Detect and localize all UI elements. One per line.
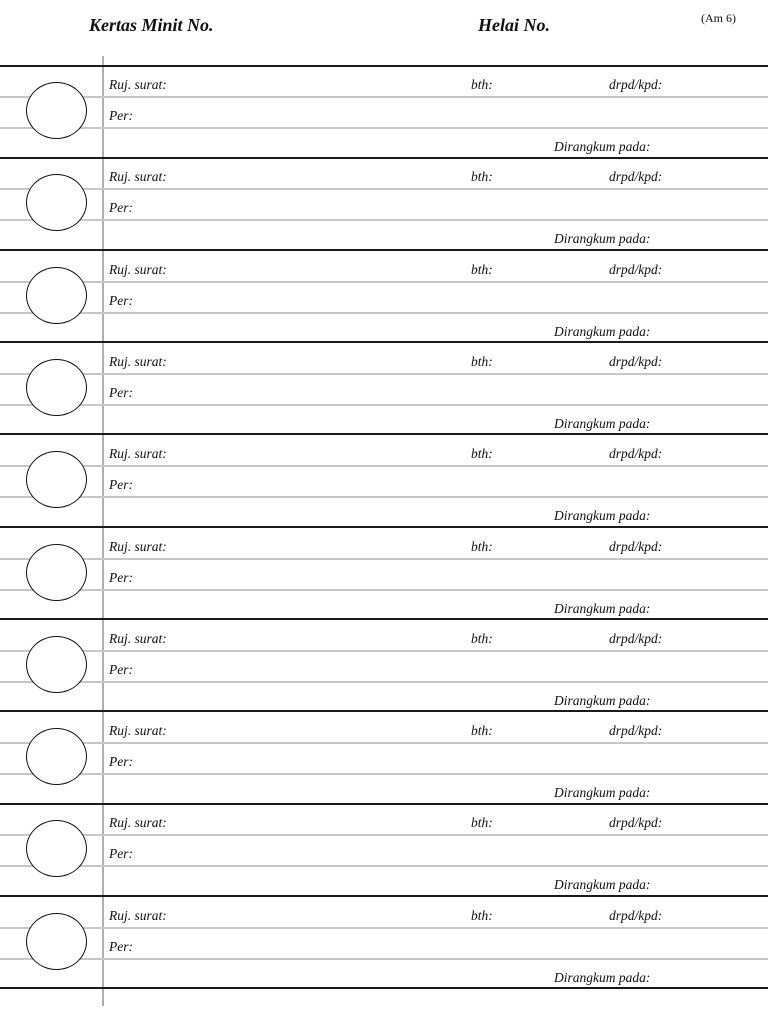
ruled-line xyxy=(0,281,768,283)
from-to-label: drpd/kpd: xyxy=(609,907,663,923)
ruled-line xyxy=(0,219,768,221)
sheet-number-label: Helai No. xyxy=(478,15,550,35)
compiled-on-label: Dirangkum pada: xyxy=(554,969,651,985)
form-code: (Am 6) xyxy=(701,11,736,25)
from-to-label: drpd/kpd: xyxy=(609,353,663,369)
ruled-line xyxy=(0,650,768,652)
from-to-label: drpd/kpd: xyxy=(609,169,663,185)
minute-entry xyxy=(0,804,768,896)
ruled-line xyxy=(0,373,768,375)
punch-hole-circle xyxy=(26,359,87,416)
ruled-line xyxy=(0,865,768,867)
subject-label: Per: xyxy=(109,661,133,677)
ruled-line xyxy=(0,773,768,775)
dated-label: bth: xyxy=(471,538,493,554)
from-to-label: drpd/kpd: xyxy=(609,723,663,739)
punch-hole-circle xyxy=(26,174,87,231)
ref-label: Ruj. surat: xyxy=(109,815,167,831)
from-to-label: drpd/kpd: xyxy=(609,446,663,462)
compiled-on-label: Dirangkum pada: xyxy=(554,323,651,339)
ref-label: Ruj. surat: xyxy=(109,538,167,554)
ruled-line xyxy=(0,681,768,683)
from-to-label: drpd/kpd: xyxy=(609,261,663,277)
minute-entry xyxy=(0,712,768,804)
punch-hole-circle xyxy=(26,728,87,785)
subject-label: Per: xyxy=(109,846,133,862)
minute-entry xyxy=(0,897,768,989)
ruled-line xyxy=(0,496,768,498)
entry-divider xyxy=(0,987,768,989)
ruled-line xyxy=(0,958,768,960)
ruled-line xyxy=(0,404,768,406)
dated-label: bth: xyxy=(471,77,493,92)
minute-entry xyxy=(0,620,768,712)
ref-label: Ruj. surat: xyxy=(109,907,167,923)
compiled-on-label: Dirangkum pada: xyxy=(554,139,651,154)
punch-hole-circle xyxy=(26,267,87,324)
compiled-on-label: Dirangkum pada: xyxy=(554,231,651,247)
compiled-on-label: Dirangkum pada: xyxy=(554,877,651,893)
dated-label: bth: xyxy=(471,169,493,185)
punch-hole-circle xyxy=(26,82,87,139)
compiled-on-label: Dirangkum pada: xyxy=(554,600,651,616)
subject-label: Per: xyxy=(109,569,133,585)
ref-label: Ruj. surat: xyxy=(109,169,167,185)
ruled-line xyxy=(0,927,768,929)
subject-label: Per: xyxy=(109,292,133,308)
ruled-line xyxy=(0,589,768,591)
compiled-on-label: Dirangkum pada: xyxy=(554,415,651,431)
compiled-on-label: Dirangkum pada: xyxy=(554,692,651,708)
dated-label: bth: xyxy=(471,815,493,831)
minute-entry xyxy=(0,528,768,620)
ref-label: Ruj. surat: xyxy=(109,353,167,369)
punch-hole-circle xyxy=(26,636,87,693)
from-to-label: drpd/kpd: xyxy=(609,538,663,554)
subject-label: Per: xyxy=(109,754,133,770)
dated-label: bth: xyxy=(471,723,493,739)
punch-hole-circle xyxy=(26,451,87,508)
ruled-line xyxy=(0,558,768,560)
punch-hole-circle xyxy=(26,913,87,970)
ref-label: Ruj. surat: xyxy=(109,723,167,739)
from-to-label: drpd/kpd: xyxy=(609,815,663,831)
ruled-line xyxy=(0,465,768,467)
minute-entry xyxy=(0,435,768,527)
ref-label: Ruj. surat: xyxy=(109,630,167,646)
dated-label: bth: xyxy=(471,630,493,646)
ref-label: Ruj. surat: xyxy=(109,77,167,92)
from-to-label: drpd/kpd: xyxy=(609,77,663,92)
ruled-line xyxy=(0,96,768,98)
dated-label: bth: xyxy=(471,907,493,923)
minute-entry xyxy=(0,343,768,435)
punch-hole-circle xyxy=(26,820,87,877)
subject-label: Per: xyxy=(109,477,133,493)
ruled-line xyxy=(0,127,768,129)
dated-label: bth: xyxy=(471,446,493,462)
ruled-line xyxy=(0,188,768,190)
ref-label: Ruj. surat: xyxy=(109,446,167,462)
ruled-line xyxy=(0,834,768,836)
minute-entry xyxy=(0,66,768,158)
compiled-on-label: Dirangkum pada: xyxy=(554,508,651,524)
subject-label: Per: xyxy=(109,384,133,400)
minute-entry xyxy=(0,158,768,250)
minute-entry xyxy=(0,251,768,343)
punch-hole-circle xyxy=(26,544,87,601)
compiled-on-label: Dirangkum pada: xyxy=(554,785,651,801)
dated-label: bth: xyxy=(471,353,493,369)
ref-label: Ruj. surat: xyxy=(109,261,167,277)
ruled-line xyxy=(0,742,768,744)
subject-label: Per: xyxy=(109,938,133,954)
ruled-line xyxy=(0,312,768,314)
from-to-label: drpd/kpd: xyxy=(609,630,663,646)
subject-label: Per: xyxy=(109,200,133,216)
dated-label: bth: xyxy=(471,261,493,277)
subject-label: Per: xyxy=(109,108,133,123)
minute-paper-title: Kertas Minit No. xyxy=(89,15,214,35)
